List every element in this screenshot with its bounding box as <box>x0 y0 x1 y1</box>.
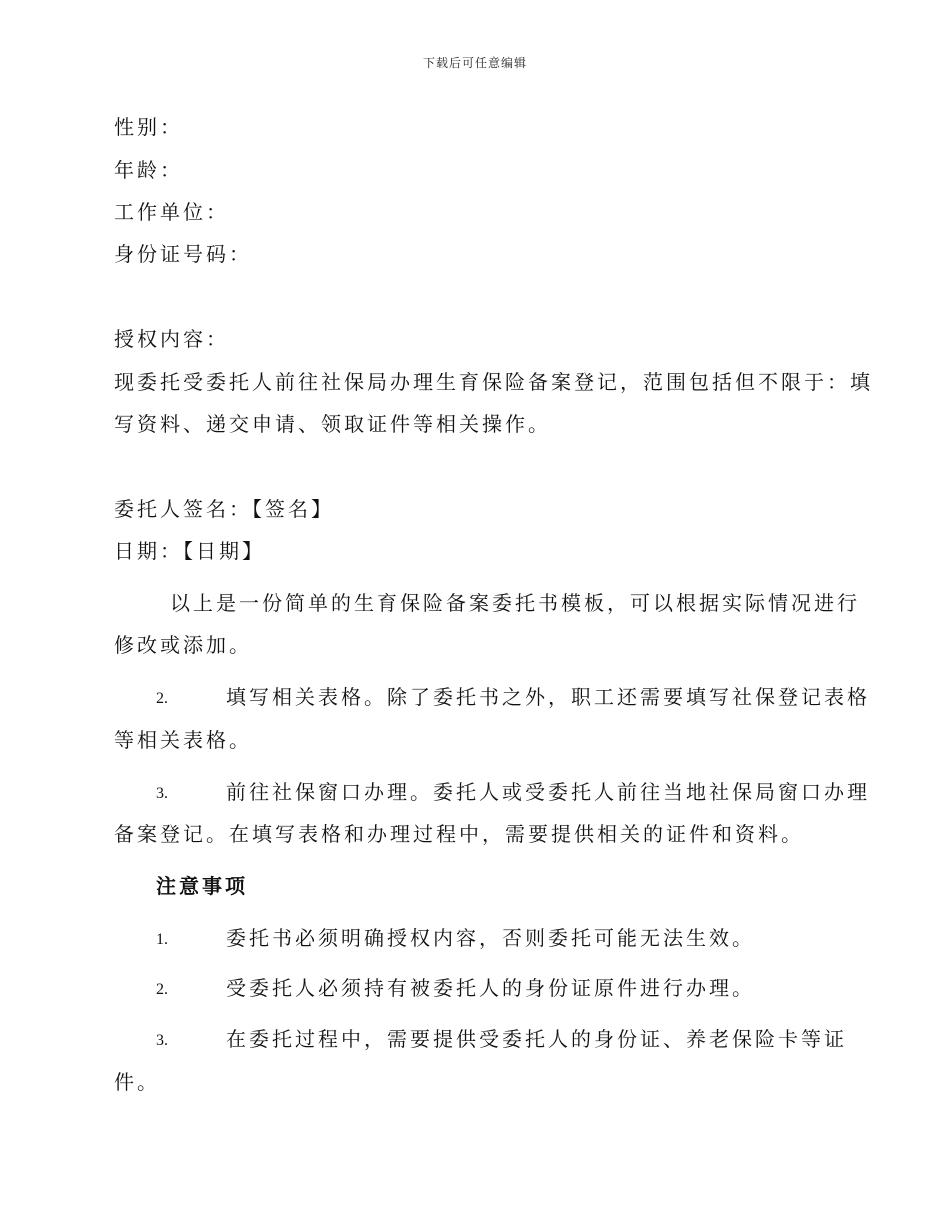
step-text-line1: 填写相关表格。除了委托书之外，职工还需要填写社保登记表格 <box>226 685 870 709</box>
step-text-line2: 等相关表格。 <box>114 728 252 752</box>
intro-line2: 修改或添加。 <box>114 633 252 657</box>
note-text-line2: 件。 <box>114 1070 160 1094</box>
authorization-text-line1: 现委托受委托人前往社保局办理生育保险备案登记，范围包括但不限于：填 <box>114 370 873 394</box>
field-work-unit: 工作单位： <box>114 200 229 224</box>
field-gender: 性别： <box>114 115 183 139</box>
note-number: 3. <box>156 1032 168 1049</box>
signer-signature: 委托人签名：【签名】 <box>114 497 334 521</box>
authorization-text-line2: 写资料、递交申请、领取证件等相关操作。 <box>114 412 551 436</box>
intro-line1: 以上是一份简单的生育保险备案委托书模板，可以根据实际情况进行 <box>170 591 860 615</box>
authorization-label: 授权内容： <box>114 327 229 351</box>
page-header: 下载后可任意编辑 <box>422 56 527 70</box>
signature-date: 日期：【日期】 <box>114 539 265 563</box>
note-text-line1: 在委托过程中，需要提供受委托人的身份证、养老保险卡等证 <box>226 1027 847 1051</box>
note-number: 2. <box>156 981 168 998</box>
note-text-line1: 委托书必须明确授权内容，否则委托可能无法生效。 <box>226 926 755 950</box>
field-id-number: 身份证号码： <box>114 242 252 266</box>
step-number: 2. <box>156 690 168 707</box>
field-age: 年龄： <box>114 158 183 182</box>
note-text-line1: 受委托人必须持有被委托人的身份证原件进行办理。 <box>226 976 755 1000</box>
notes-heading: 注意事项 <box>156 874 248 898</box>
note-number: 1. <box>156 931 168 948</box>
step-number: 3. <box>156 785 168 802</box>
step-text-line1: 前往社保窗口办理。委托人或受委托人前往当地社保局窗口办理 <box>226 780 870 804</box>
step-text-line2: 备案登记。在填写表格和办理过程中，需要提供相关的证件和资料。 <box>114 822 804 846</box>
